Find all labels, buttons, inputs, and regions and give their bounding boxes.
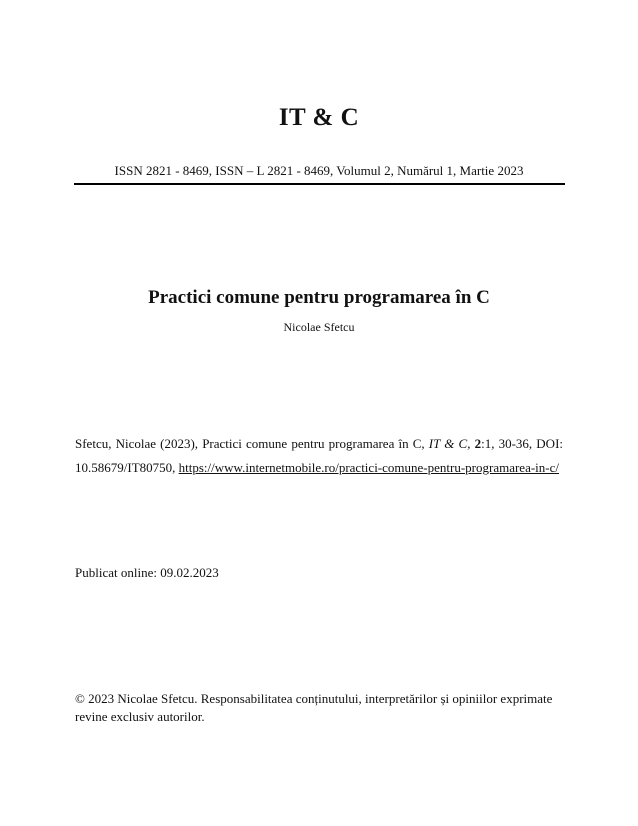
citation-separator: , bbox=[467, 436, 475, 451]
header-divider bbox=[74, 183, 565, 185]
journal-title: IT & C bbox=[278, 104, 360, 131]
issn-line: ISSN 2821 - 8469, ISSN – L 2821 - 8469, Volumul 2, Numărul 1, Martie 2023 bbox=[114, 163, 524, 178]
citation-journal: IT & C bbox=[428, 436, 468, 451]
citation-prefix: Sfetcu, Nicolae (2023), Practici comune pentru programarea în C, bbox=[75, 436, 429, 451]
citation-url-link[interactable]: https://www.internetmobile.ro/practici-comune-pentru-programarea-in-c/ bbox=[178, 460, 559, 475]
article-author: Nicolae Sfetcu bbox=[283, 320, 355, 334]
citation-volume: 2 bbox=[474, 436, 482, 451]
copyright-notice: © 2023 Nicolae Sfetcu. Responsabilitatea conținutului, interpretărilor și opiniilor exprimate revine exclusiv autorilor. bbox=[75, 691, 553, 724]
citation-issue-pages: :1, 30-36, DOI: 10.58679/IT80750, bbox=[75, 436, 564, 475]
article-title: Practici comune pentru programarea în C bbox=[148, 287, 490, 308]
citation bbox=[75, 432, 563, 480]
published-date: Publicat online: 09.02.2023 bbox=[75, 565, 219, 580]
